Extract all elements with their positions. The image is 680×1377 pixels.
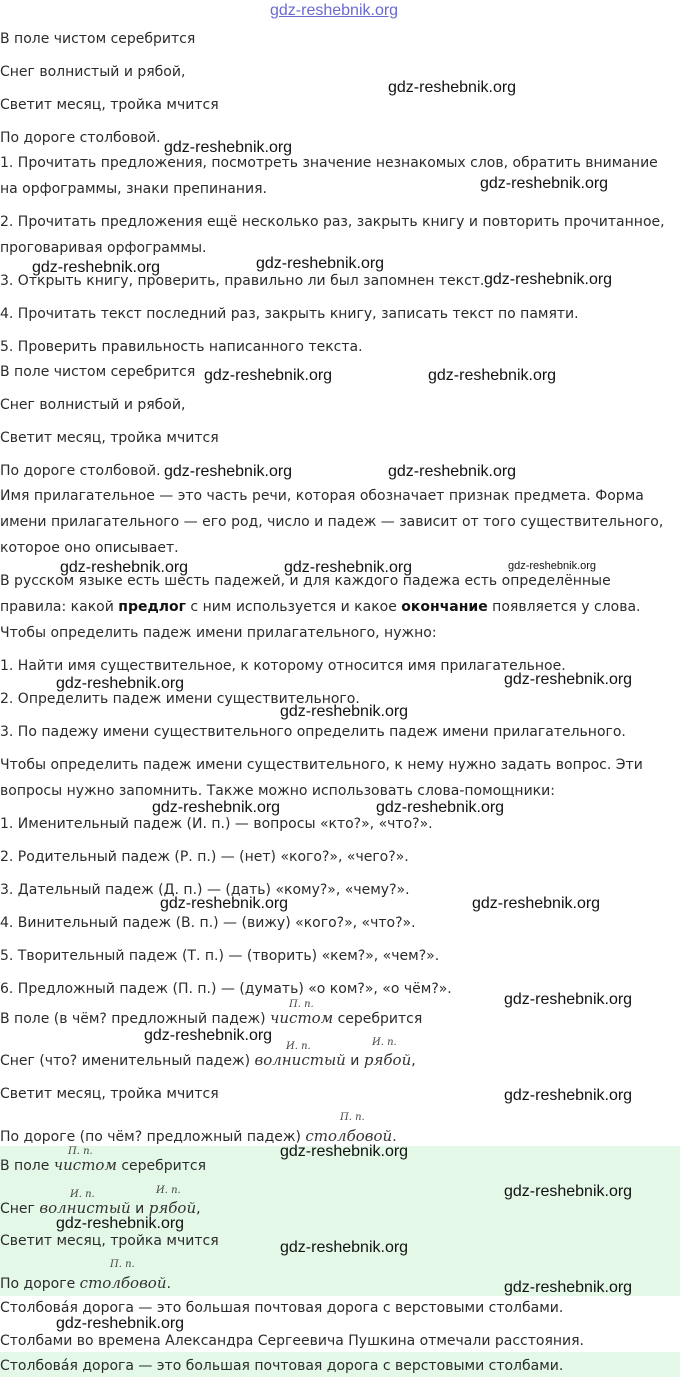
watermark: gdz-reshebnik.org bbox=[32, 259, 161, 276]
step-line: 4. Прочитать текст последний раз, закрыть книгу, записать текст по памяти. bbox=[0, 306, 579, 322]
case-line: 2. Родительный падеж (Р. п.) — (нет) «кого?», «чего?». bbox=[0, 849, 409, 865]
case-line: 6. Предложный падеж (П. п.) — (думать) «о ком?», «о чём?». bbox=[0, 981, 452, 997]
watermark: gdz-reshebnik.org bbox=[504, 671, 633, 688]
theory-line: которое оно описывает. bbox=[0, 540, 179, 556]
watermark: gdz-reshebnik.org bbox=[480, 175, 609, 192]
watermark: gdz-reshebnik.org bbox=[164, 463, 293, 480]
watermark: gdz-reshebnik.org bbox=[56, 1215, 185, 1232]
handwritten-word: рябой bbox=[363, 1051, 412, 1069]
case-line: 1. Именительный падеж (И. п.) — вопросы «кто?», «что?». bbox=[0, 816, 433, 832]
case-annotation: П. п. bbox=[110, 1259, 135, 1270]
text: и bbox=[130, 1201, 149, 1217]
step-line: на орфограммы, знаки препинания. bbox=[0, 181, 268, 197]
handwritten-word: волнистый bbox=[254, 1051, 346, 1069]
text: серебрится bbox=[116, 1158, 207, 1174]
text: По дороге (по чём? предложный падеж) bbox=[0, 1129, 306, 1145]
watermark: gdz-reshebnik.org bbox=[504, 991, 633, 1008]
theory-step: 3. По падежу имени существительного определить падеж имени прилагательного. bbox=[0, 724, 626, 740]
bold-term: окончание bbox=[401, 599, 488, 615]
watermark: gdz-reshebnik.org bbox=[284, 559, 413, 576]
watermark: gdz-reshebnik.org bbox=[152, 799, 281, 816]
step-line: 3. Открыть книгу, проверить, правильно ли был запомнен текст. bbox=[0, 273, 485, 289]
footer-line: Столбова́я дорога — это большая почтовая дорога с верстовыми столбами. bbox=[0, 1300, 564, 1316]
poem-line: По дороге столбовой. bbox=[0, 130, 161, 146]
theory-line: Чтобы определить падеж имени прилагательного, нужно: bbox=[0, 625, 437, 641]
poem-line: Снег волнистый и рябой, bbox=[0, 64, 186, 80]
theory-step: 2. Определить падеж имени существительного. bbox=[0, 691, 360, 707]
step-line: 1. Прочитать предложения, посмотреть значение незнакомых слов, обратить внимание bbox=[0, 155, 658, 171]
theory-line: вопросы нужно запомнить. Также можно использовать слова-помощники: bbox=[0, 783, 555, 799]
text: В поле (в чём? предложный падеж) bbox=[0, 1011, 271, 1027]
handwritten-word: волнистый bbox=[39, 1199, 131, 1217]
poem-line: Снег волнистый и рябой, bbox=[0, 397, 186, 413]
theory-line: имени прилагательного — его род, число и падеж — зависит от того существительного, bbox=[0, 514, 664, 530]
watermark: gdz-reshebnik.org bbox=[388, 463, 517, 480]
case-annotation: И. п. bbox=[286, 1041, 311, 1052]
handwritten-word: столбовой bbox=[79, 1274, 167, 1292]
watermark: gdz-reshebnik.org bbox=[56, 1315, 185, 1332]
watermark: gdz-reshebnik.org bbox=[256, 255, 385, 272]
poem-line: В поле чистом серебрится bbox=[0, 31, 196, 47]
text: Снег bbox=[0, 1201, 40, 1217]
poem-line: Светит месяц, тройка мчится bbox=[0, 97, 219, 113]
text: серебрится bbox=[333, 1011, 423, 1027]
text: , bbox=[196, 1201, 201, 1217]
theory-step: 1. Найти имя существительное, к которому относится имя прилагательное. bbox=[0, 658, 566, 674]
text: правила: какой bbox=[0, 599, 119, 615]
case-annotation: И. п. bbox=[70, 1189, 95, 1200]
text: и bbox=[345, 1053, 364, 1069]
watermark: gdz-reshebnik.org bbox=[508, 560, 597, 572]
watermark: gdz-reshebnik.org bbox=[504, 1279, 633, 1296]
step-line: проговаривая орфограммы. bbox=[0, 240, 207, 256]
step-line: 5. Проверить правильность написанного текста. bbox=[0, 339, 363, 355]
answer-line bbox=[0, 1157, 206, 1174]
poem-line: По дороге столбовой. bbox=[0, 463, 161, 479]
watermark: gdz-reshebnik.org bbox=[144, 1027, 273, 1044]
text: , bbox=[411, 1053, 416, 1069]
watermark: gdz-reshebnik.org bbox=[484, 271, 613, 288]
handwritten-word: чистом bbox=[53, 1156, 117, 1174]
watermark: gdz-reshebnik.org bbox=[428, 367, 557, 384]
text: В поле bbox=[0, 1158, 54, 1174]
text: По дороге bbox=[0, 1276, 80, 1292]
handwritten-word: чистом bbox=[270, 1009, 334, 1027]
text: появляется у слова. bbox=[487, 599, 641, 615]
text: с ним используется и какое bbox=[185, 599, 402, 615]
case-annotation: И. п. bbox=[156, 1185, 181, 1196]
watermark: gdz-reshebnik.org bbox=[504, 1183, 633, 1200]
case-line: 5. Творительный падеж (Т. п.) — (творить) «кем?», «чем?». bbox=[0, 948, 440, 964]
theory-line-rules bbox=[0, 599, 641, 615]
watermark: gdz-reshebnik.org bbox=[280, 703, 409, 720]
watermark: gdz-reshebnik.org bbox=[56, 675, 185, 692]
poem-line: Светит месяц, тройка мчится bbox=[0, 430, 219, 446]
theory-line: Чтобы определить падеж имени существительного, к нему нужно задать вопрос. Эти bbox=[0, 757, 643, 773]
watermark: gdz-reshebnik.org bbox=[388, 79, 517, 96]
watermark: gdz-reshebnik.org bbox=[280, 1239, 409, 1256]
analysis-line bbox=[0, 1010, 422, 1027]
poem-line: В поле чистом серебрится bbox=[0, 364, 196, 380]
watermark: gdz-reshebnik.org bbox=[376, 799, 505, 816]
theory-line: В русском языке есть шесть падежей, и для каждого падежа есть определённые bbox=[0, 573, 611, 589]
text: . bbox=[392, 1129, 397, 1145]
watermark: gdz-reshebnik.org bbox=[204, 367, 333, 384]
case-annotation: П. п. bbox=[289, 999, 314, 1010]
footer-line: Столбова́я дорога — это большая почтовая дорога с верстовыми столбами. bbox=[0, 1358, 564, 1374]
text: Снег (что? именительный падеж) bbox=[0, 1053, 255, 1069]
watermark: gdz-reshebnik.org bbox=[472, 895, 601, 912]
case-annotation: П. п. bbox=[68, 1146, 93, 1157]
footer-line: Столбами во времена Александра Сергеевича Пушкина отмечали расстояния. bbox=[0, 1333, 585, 1349]
answer-line bbox=[0, 1275, 171, 1292]
watermark-top[interactable]: gdz-reshebnik.org bbox=[270, 2, 399, 19]
case-annotation: П. п. bbox=[340, 1112, 365, 1123]
case-annotation: И. п. bbox=[372, 1037, 397, 1048]
text: . bbox=[166, 1276, 171, 1292]
case-line: 4. Винительный падеж (В. п.) — (вижу) «кого?», «что?». bbox=[0, 915, 416, 931]
answer-line: Светит месяц, тройка мчится bbox=[0, 1233, 219, 1249]
watermark: gdz-reshebnik.org bbox=[280, 1143, 409, 1160]
theory-line: Имя прилагательное — это часть речи, которая обозначает признак предмета. Форма bbox=[0, 488, 644, 504]
analysis-line bbox=[0, 1052, 416, 1069]
watermark: gdz-reshebnik.org bbox=[164, 139, 293, 156]
bold-term: предлог bbox=[118, 599, 186, 615]
handwritten-word: рябой bbox=[148, 1199, 197, 1217]
handwritten-word: столбовой bbox=[305, 1127, 393, 1145]
watermark: gdz-reshebnik.org bbox=[60, 559, 189, 576]
watermark: gdz-reshebnik.org bbox=[504, 1087, 633, 1104]
step-line: 2. Прочитать предложения ещё несколько раз, закрыть книгу и повторить прочитанное, bbox=[0, 214, 665, 230]
watermark: gdz-reshebnik.org bbox=[160, 895, 289, 912]
case-line: 3. Дательный падеж (Д. п.) — (дать) «кому?», «чему?». bbox=[0, 882, 410, 898]
analysis-line: Светит месяц, тройка мчится bbox=[0, 1086, 219, 1102]
